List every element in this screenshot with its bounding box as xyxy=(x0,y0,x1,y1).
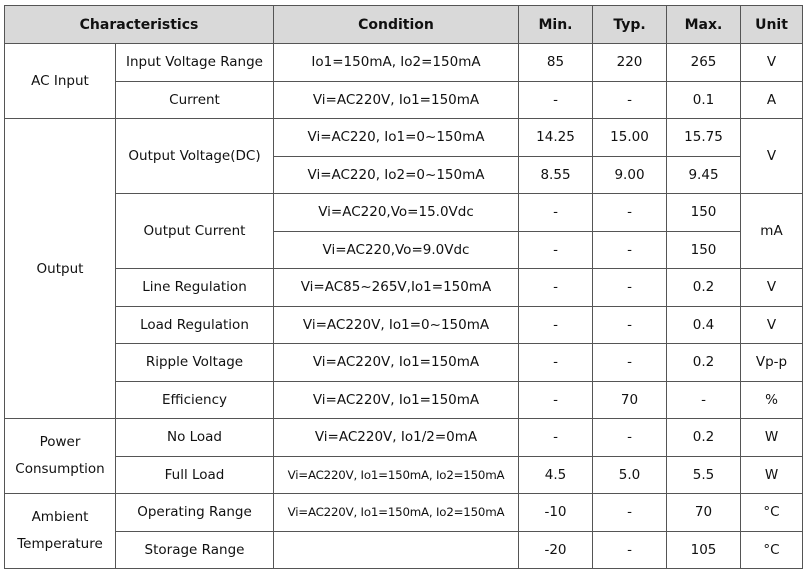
group-label-line: Power xyxy=(39,434,81,450)
param-unit: mA xyxy=(741,194,803,269)
param-condition: Vi=AC220,Vo=15.0Vdc xyxy=(274,194,519,232)
group-label-line: Temperature xyxy=(17,536,103,552)
spec-table-container xyxy=(4,5,803,569)
param-typ: - xyxy=(593,269,667,307)
param-min: - xyxy=(519,269,593,307)
param-max: 5.5 xyxy=(667,456,741,494)
group-label-line: Consumption xyxy=(15,461,105,477)
param-name: Current xyxy=(116,81,274,119)
param-typ: - xyxy=(593,81,667,119)
param-max: 70 xyxy=(667,494,741,532)
param-unit: W xyxy=(741,419,803,457)
param-min: -20 xyxy=(519,531,593,569)
param-condition: Vi=AC220V, Io1/2=0mA xyxy=(274,419,519,457)
param-condition: Vi=AC220, Io2=0~150mA xyxy=(274,156,519,194)
param-condition: Vi=AC220V, Io1=150mA, Io2=150mA xyxy=(274,456,519,494)
param-min: - xyxy=(519,344,593,382)
param-max: 0.1 xyxy=(667,81,741,119)
specifications-table xyxy=(4,5,803,569)
param-name: Output Voltage(DC) xyxy=(116,119,274,194)
param-typ: - xyxy=(593,306,667,344)
param-name: Operating Range xyxy=(116,494,274,532)
table-row-ripple-voltage xyxy=(5,344,803,382)
param-name: Output Current xyxy=(116,194,274,269)
group-power-consumption xyxy=(5,419,116,494)
table-row-line-regulation xyxy=(5,269,803,307)
param-max: - xyxy=(667,381,741,419)
param-unit: W xyxy=(741,456,803,494)
param-max: 0.2 xyxy=(667,269,741,307)
param-min: - xyxy=(519,194,593,232)
param-name: No Load xyxy=(116,419,274,457)
param-name: Ripple Voltage xyxy=(116,344,274,382)
param-name: Input Voltage Range xyxy=(116,44,274,82)
param-max: 15.75 xyxy=(667,119,741,157)
param-typ: 220 xyxy=(593,44,667,82)
param-max: 0.2 xyxy=(667,344,741,382)
param-name: Efficiency xyxy=(116,381,274,419)
param-unit: V xyxy=(741,44,803,82)
param-condition: Vi=AC220V, Io1=150mA xyxy=(274,381,519,419)
param-condition: Vi=AC85~265V,Io1=150mA xyxy=(274,269,519,307)
param-typ: 15.00 xyxy=(593,119,667,157)
param-max: 0.2 xyxy=(667,419,741,457)
param-min: -10 xyxy=(519,494,593,532)
param-name: Load Regulation xyxy=(116,306,274,344)
param-min: 8.55 xyxy=(519,156,593,194)
param-typ: 70 xyxy=(593,381,667,419)
table-row-load-regulation xyxy=(5,306,803,344)
param-unit: Vp-p xyxy=(741,344,803,382)
group-output: Output xyxy=(5,119,116,419)
header-max: Max. xyxy=(667,6,741,44)
param-unit: V xyxy=(741,119,803,194)
param-unit: A xyxy=(741,81,803,119)
group-label-line: Ambient xyxy=(31,509,89,525)
param-max: 9.45 xyxy=(667,156,741,194)
table-row-output-voltage-1 xyxy=(5,119,803,157)
param-condition xyxy=(274,531,519,569)
table-row-efficiency xyxy=(5,381,803,419)
param-condition: Vi=AC220,Vo=9.0Vdc xyxy=(274,231,519,269)
param-min: - xyxy=(519,419,593,457)
param-max: 105 xyxy=(667,531,741,569)
header-unit: Unit xyxy=(741,6,803,44)
param-condition: Vi=AC220, Io1=0~150mA xyxy=(274,119,519,157)
table-row-full-load xyxy=(5,456,803,494)
param-max: 150 xyxy=(667,231,741,269)
param-condition: Vi=AC220V, Io1=0~150mA xyxy=(274,306,519,344)
param-max: 0.4 xyxy=(667,306,741,344)
table-row-operating-range xyxy=(5,494,803,532)
header-condition: Condition xyxy=(274,6,519,44)
param-unit: % xyxy=(741,381,803,419)
param-typ: - xyxy=(593,344,667,382)
group-ambient-temperature xyxy=(5,494,116,569)
param-max: 265 xyxy=(667,44,741,82)
param-min: 14.25 xyxy=(519,119,593,157)
table-row-input-voltage xyxy=(5,44,803,82)
param-max: 150 xyxy=(667,194,741,232)
param-name: Line Regulation xyxy=(116,269,274,307)
param-unit: °C xyxy=(741,494,803,532)
param-min: 85 xyxy=(519,44,593,82)
param-condition: Io1=150mA, Io2=150mA xyxy=(274,44,519,82)
param-typ: 9.00 xyxy=(593,156,667,194)
param-name: Full Load xyxy=(116,456,274,494)
table-row-current xyxy=(5,81,803,119)
group-ac-input: AC Input xyxy=(5,44,116,119)
param-condition: Vi=AC220V, Io1=150mA xyxy=(274,81,519,119)
param-min: 4.5 xyxy=(519,456,593,494)
param-typ: - xyxy=(593,194,667,232)
param-typ: - xyxy=(593,419,667,457)
param-unit: V xyxy=(741,269,803,307)
param-typ: 5.0 xyxy=(593,456,667,494)
param-unit: V xyxy=(741,306,803,344)
param-typ: - xyxy=(593,531,667,569)
table-row-no-load xyxy=(5,419,803,457)
table-row-output-current-1 xyxy=(5,194,803,232)
header-characteristics: Characteristics xyxy=(5,6,274,44)
table-row-storage-range xyxy=(5,531,803,569)
param-typ: - xyxy=(593,494,667,532)
param-unit: °C xyxy=(741,531,803,569)
param-condition: Vi=AC220V, Io1=150mA, Io2=150mA xyxy=(274,494,519,532)
header-typ: Typ. xyxy=(593,6,667,44)
param-min: - xyxy=(519,81,593,119)
header-row xyxy=(5,6,803,44)
param-typ: - xyxy=(593,231,667,269)
header-min: Min. xyxy=(519,6,593,44)
param-min: - xyxy=(519,306,593,344)
param-min: - xyxy=(519,231,593,269)
param-min: - xyxy=(519,381,593,419)
param-condition: Vi=AC220V, Io1=150mA xyxy=(274,344,519,382)
param-name: Storage Range xyxy=(116,531,274,569)
